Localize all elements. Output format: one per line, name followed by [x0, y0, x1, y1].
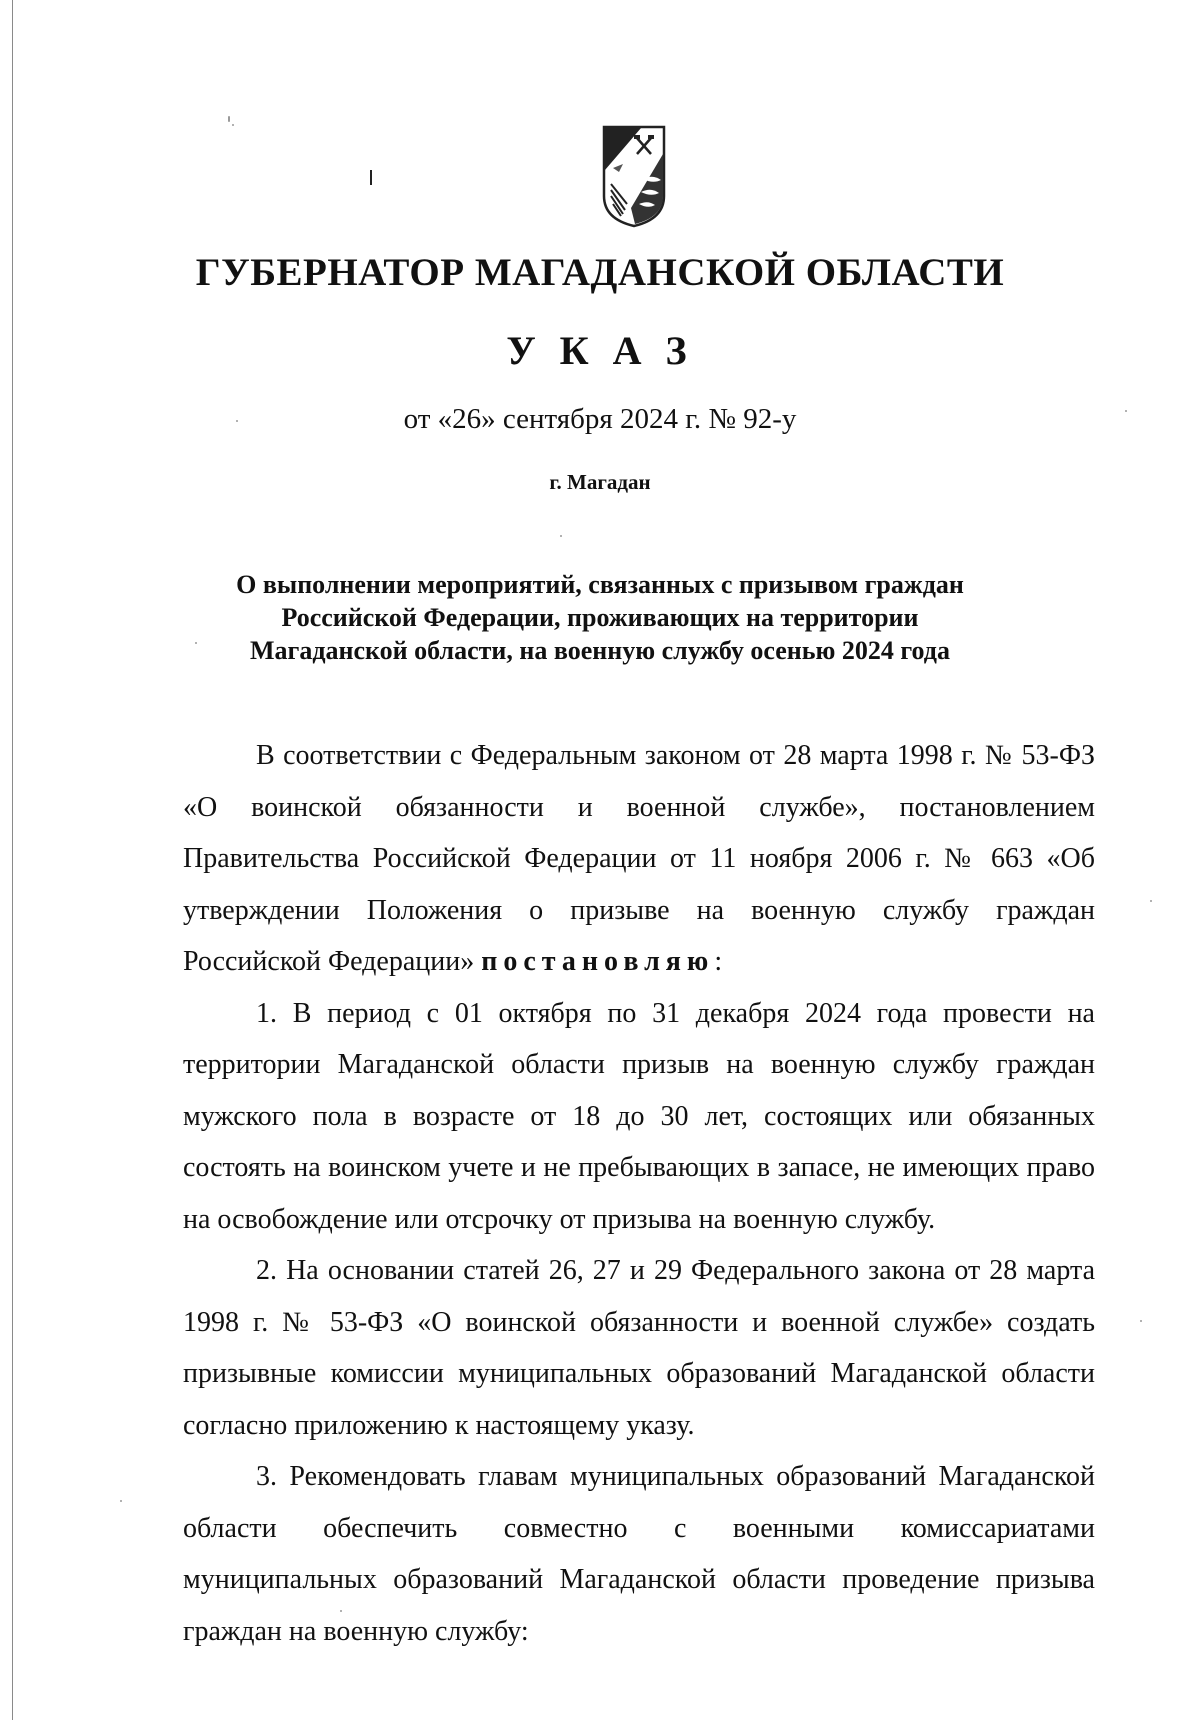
document-type: У К А З [506, 328, 694, 373]
scan-speck [195, 642, 197, 644]
scan-speck [560, 535, 562, 537]
item-paragraph-1: 1. В период с 01 октября по 31 декабря 2024 года провести на территории Магаданской области призыв на военную службу граждан мужского пола в возрасте от 18 до 30 лет, состоящих или обязанных состоять на воинском учете и не пребывающих в запасе, не имеющих право на освобождение или отсрочку от призыва на военную службу. [183, 997, 1095, 1235]
document-date-number: от «26» сентября 2024 г. № 92-у [403, 403, 797, 435]
subject-line: Магаданской области, на военную службу осенью 2024 года [250, 636, 950, 665]
decree-word: постановляю [481, 946, 715, 977]
emblem-icon [601, 124, 667, 229]
decree-colon: : [714, 946, 723, 977]
document-subject [200, 568, 1000, 667]
scan-speck [120, 1500, 122, 1502]
scan-speck [1140, 1320, 1142, 1322]
scan-speck [228, 116, 230, 122]
item-paragraph-2: 2. На основании статей 26, 27 и 29 Федерального закона от 28 марта 1998 г. № 53-ФЗ «О воинской обязанности и военной службе» создать призывные комиссии муниципальных образований Магаданской области согласно приложению к настоящему указу. [183, 1255, 1095, 1441]
scan-speck [1150, 900, 1152, 902]
preamble-text: В соответствии с Федеральным законом от 28 марта 1998 г. № 53-ФЗ «О воинской обязанности и военной службе», постановлением Правительства Российской Федерации от 11 ноября 2006 г. № 663 «Об утверждении Положения о призыве на военную службу граждан Российской Федерации» [183, 740, 1095, 977]
document-city: г. Магадан [549, 470, 651, 494]
preamble-paragraph [183, 730, 1095, 988]
issuer-title: ГУБЕРНАТОР МАГАДАНСКОЙ ОБЛАСТИ [195, 251, 1005, 294]
subject-line: О выполнении мероприятий, связанных с призывом граждан [236, 570, 964, 599]
document-body [183, 730, 1095, 1657]
scan-speck [232, 124, 234, 126]
margin-tick-mark [370, 170, 372, 185]
item-paragraph-3: 3. Рекомендовать главам муниципальных образований Магаданской области обеспечить совместно с военными комиссариатами муниципальных образований Магаданской области проведение призыва граждан на военную службу: [183, 1461, 1095, 1647]
subject-line: Российской Федерации, проживающих на территории [281, 603, 919, 632]
